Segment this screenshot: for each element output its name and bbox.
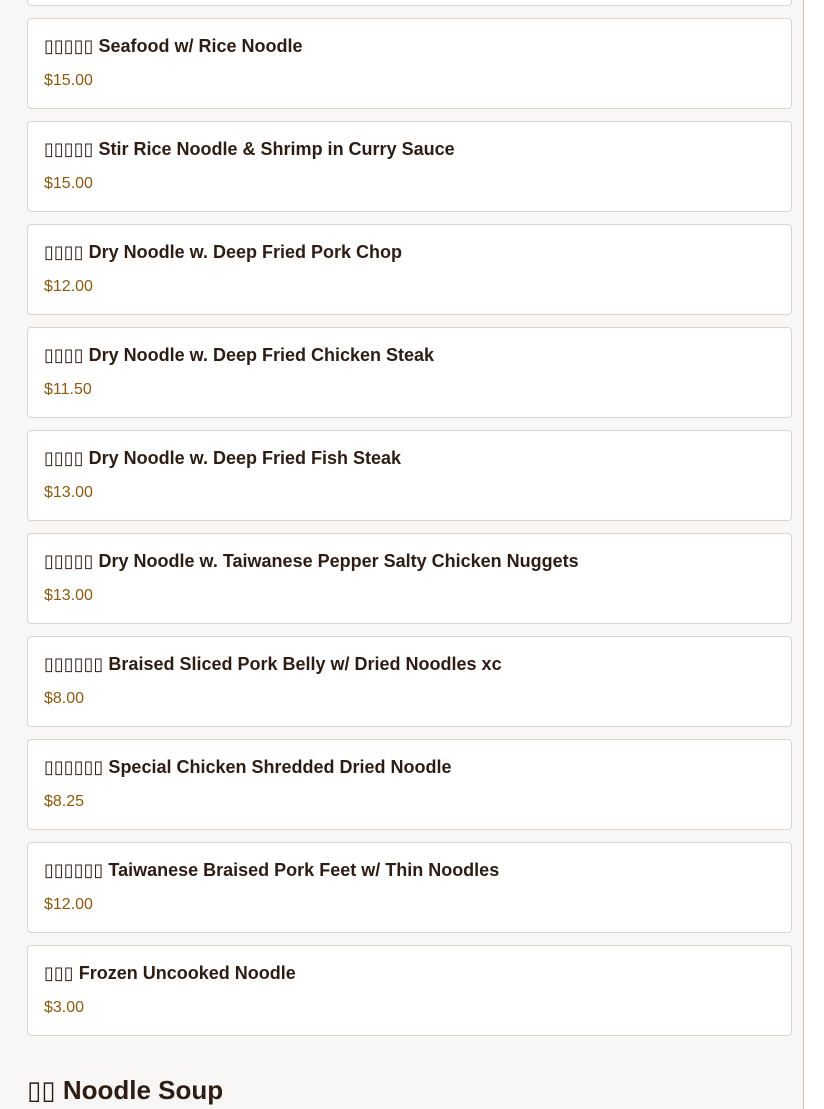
menu-item-price: $12.00: [44, 896, 93, 913]
menu-item-card[interactable]: [27, 739, 792, 830]
section-heading-noodle-soup: ▯▯ Noodle Soup: [27, 1075, 224, 1105]
menu-item-price: $11.50: [44, 381, 92, 398]
menu-item-name: ▯▯▯▯▯ Seafood w/ Rice Noodle: [44, 36, 303, 56]
menu-item-card[interactable]: [27, 533, 792, 624]
menu-item-card[interactable]: [27, 224, 792, 315]
menu-item-card[interactable]: [27, 121, 792, 212]
menu-item-name: ▯▯▯▯▯▯ Braised Sliced Pork Belly w/ Dried Noodles xc: [44, 654, 502, 674]
menu-item-price: $13.00: [44, 587, 93, 604]
menu-item-price: $8.00: [44, 690, 85, 707]
scrollbar-track[interactable]: [804, 0, 824, 1109]
menu-item-list: [27, 18, 792, 1048]
menu-item-card-partial[interactable]: [27, 0, 792, 6]
menu-item-card[interactable]: [27, 18, 792, 109]
menu-item-card[interactable]: [27, 945, 792, 1036]
menu-item-price: $15.00: [44, 72, 93, 89]
menu-item-name: ▯▯▯▯▯ Dry Noodle w. Taiwanese Pepper Salty Chicken Nuggets: [44, 551, 579, 571]
menu-item-price: $12.00: [44, 278, 93, 295]
menu-item-card[interactable]: [27, 842, 792, 933]
menu-item-price: $3.00: [44, 999, 85, 1016]
menu-item-name: ▯▯▯▯▯▯ Special Chicken Shredded Dried Noodle: [44, 757, 452, 777]
menu-item-card[interactable]: [27, 636, 792, 727]
menu-item-name: ▯▯▯▯ Dry Noodle w. Deep Fried Chicken Steak: [44, 345, 435, 365]
menu-item-card[interactable]: [27, 430, 792, 521]
menu-item-price: $8.25: [44, 793, 85, 810]
menu-item-price: $15.00: [44, 175, 93, 192]
menu-item-name: ▯▯▯▯ Dry Noodle w. Deep Fried Pork Chop: [44, 242, 402, 262]
menu-item-card[interactable]: [27, 327, 792, 418]
menu-item-name: ▯▯▯ Frozen Uncooked Noodle: [44, 963, 296, 983]
menu-item-name: ▯▯▯▯▯▯ Taiwanese Braised Pork Feet w/ Thin Noodles: [44, 860, 500, 880]
menu-item-name: ▯▯▯▯▯ Stir Rice Noodle & Shrimp in Curry Sauce: [44, 139, 455, 159]
menu-item-name: ▯▯▯▯ Dry Noodle w. Deep Fried Fish Steak: [44, 448, 402, 468]
menu-item-price: $13.00: [44, 484, 93, 501]
